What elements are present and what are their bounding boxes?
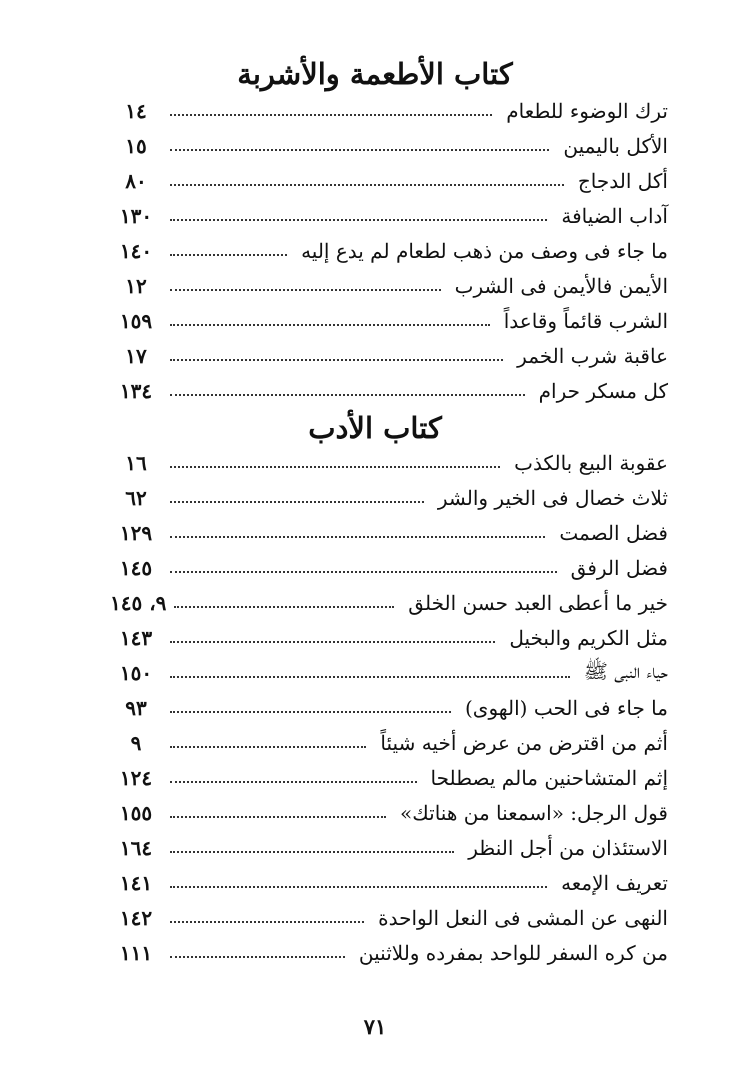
entry-title: كل مسكر حرام (538, 379, 668, 403)
index-entry (110, 516, 668, 550)
dot-leader (170, 254, 287, 256)
entry-page: ٩٣ (125, 696, 147, 720)
entry-page: ١١١ (119, 941, 153, 965)
index-entry (110, 586, 668, 620)
index-entry (110, 901, 668, 935)
dot-leader (170, 394, 525, 396)
dot-leader (170, 816, 386, 818)
entry-page: ٦٢ (125, 486, 147, 510)
entry-title: الشرب قائماً وقاعداً (503, 309, 668, 333)
entry-title: حياء النبى ﷺ (583, 658, 668, 683)
entry-title: فضل الرفق (570, 556, 668, 580)
section-title-food-drink: كتاب الأطعمة والأشربة (237, 57, 513, 91)
entry-title: آداب الضيافة (561, 204, 668, 228)
dot-leader (170, 359, 503, 361)
entry-title: أكل الدجاج (577, 169, 668, 193)
dot-leader (170, 886, 547, 888)
entry-title: الأكل باليمين (563, 134, 668, 158)
index-entry (110, 866, 668, 900)
entry-title: من كره السفر للواحد بمفرده وللاثنين (358, 941, 668, 965)
dot-leader (170, 641, 495, 643)
entry-title: قول الرجل: «اسمعنا من هناتك» (400, 801, 668, 825)
entry-page: ١٤٥ (119, 556, 153, 580)
index-entry (110, 936, 668, 970)
entry-page: ٨٠ (125, 169, 147, 193)
dot-leader (170, 956, 345, 958)
entry-page: ١٥٩ (119, 309, 153, 333)
entry-page: ١٥٥ (119, 801, 153, 825)
entry-title: مثل الكريم والبخيل (509, 626, 668, 650)
dot-leader (174, 606, 394, 608)
entry-title: ما جاء فى الحب (الهوى) (465, 696, 668, 720)
section-title-manners: كتاب الأدب (308, 411, 442, 445)
dot-leader (170, 851, 454, 853)
index-entry (110, 129, 668, 163)
index-entry (110, 656, 668, 690)
index-entry (110, 796, 668, 830)
entry-page: ١٥ (125, 134, 147, 158)
entry-page: ١٦٤ (119, 836, 153, 860)
dot-leader (170, 571, 557, 573)
dot-leader (170, 921, 364, 923)
index-entry (110, 621, 668, 655)
index-entry (110, 551, 668, 585)
index-entry (110, 304, 668, 338)
dot-leader (170, 781, 417, 783)
index-entry (110, 761, 668, 795)
dot-leader (170, 149, 549, 151)
entry-page: ١٦ (125, 451, 147, 475)
dot-leader (170, 324, 490, 326)
entry-page: ٩ (130, 731, 142, 755)
index-entry (110, 831, 668, 865)
index-entry (110, 481, 668, 515)
dot-leader (170, 746, 366, 748)
entry-title: عقوبة البيع بالكذب (514, 451, 668, 475)
entry-page: ١٤٢ (119, 906, 153, 930)
entry-page: ١٥٠ (119, 661, 153, 685)
entry-page: ١٣٤ (119, 379, 153, 403)
entry-page: ١٢٤ (119, 766, 153, 790)
index-entry (110, 234, 668, 268)
page-number: ٧١ (363, 1014, 387, 1039)
entry-title: النهى عن المشى فى النعل الواحدة (378, 906, 668, 930)
entry-page: ١٧ (125, 344, 147, 368)
dot-leader (170, 114, 492, 116)
dot-leader (170, 501, 424, 503)
entry-page: ١٢ (125, 274, 147, 298)
entry-page: ١٤١ (119, 871, 153, 895)
entry-page: ٩، ١٤٥ (110, 591, 167, 615)
dot-leader (170, 184, 564, 186)
entry-page: ١٤٠ (119, 239, 153, 263)
dot-leader (170, 676, 570, 678)
entry-title: ثلاث خصال فى الخير والشر (437, 486, 668, 510)
entry-title: ما جاء فى وصف من ذهب لطعام لم يدع إليه (301, 239, 668, 263)
dot-leader (170, 466, 500, 468)
entry-title: خير ما أعطى العبد حسن الخلق (408, 591, 668, 615)
index-entry (110, 339, 668, 373)
entry-title: إثم المتشاحنين مالم يصطلحا (430, 766, 668, 790)
index-entry (110, 691, 668, 725)
index-entry (110, 726, 668, 760)
index-entry (110, 269, 668, 303)
entry-page: ١٢٩ (119, 521, 153, 545)
entry-page: ١٤٣ (119, 626, 153, 650)
entry-title: الأيمن فالأيمن فى الشرب (454, 274, 668, 298)
entry-title: الاستئذان من أجل النظر (468, 836, 668, 860)
entry-page: ١٤ (125, 99, 147, 123)
dot-leader (170, 711, 451, 713)
dot-leader (170, 219, 547, 221)
index-entry (110, 446, 668, 480)
entry-page: ١٣٠ (119, 204, 153, 228)
index-entry (110, 94, 668, 128)
index-entry (110, 374, 668, 408)
dot-leader (170, 289, 441, 291)
entry-title: عاقبة شرب الخمر (517, 344, 668, 368)
index-entry (110, 199, 668, 233)
entry-title: أثم من اقترض من عرض أخيه شيئاً (380, 731, 668, 755)
dot-leader (170, 536, 545, 538)
entry-title: ترك الوضوء للطعام (506, 99, 668, 123)
index-entry (110, 164, 668, 198)
entry-title: تعريف الإمعه (561, 871, 668, 895)
entry-title: فضل الصمت (559, 521, 668, 545)
